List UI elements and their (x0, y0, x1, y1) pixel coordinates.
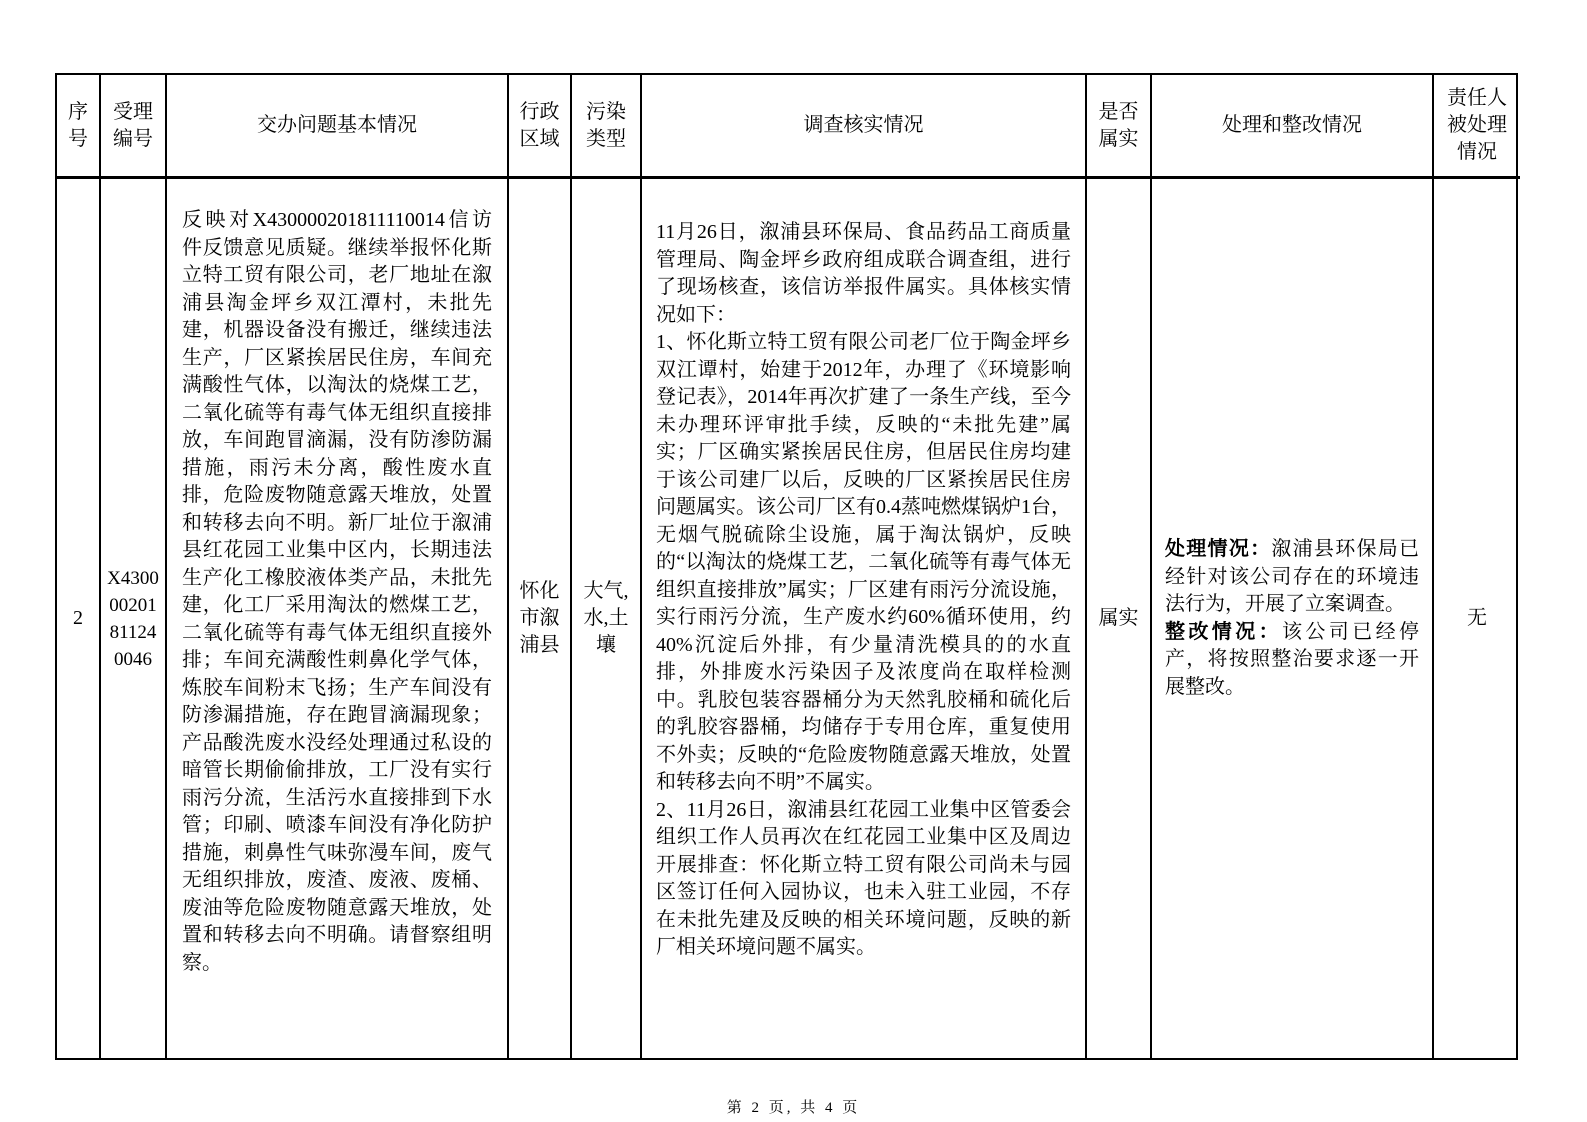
cell-case-no: X430000201811240046 (101, 179, 167, 1058)
header-problem: 交办问题基本情况 (167, 75, 509, 179)
cell-handling (1152, 179, 1434, 1058)
cell-seq: 2 (57, 179, 101, 1058)
cell-pollution-type: 大气,水,土壤 (572, 179, 642, 1058)
header-handling: 处理和整改情况 (1152, 75, 1434, 179)
investigation-paragraph: 1、怀化斯立特工贸有限公司老厂位于陶金坪乡双江谭村，始建于2012年，办理了《环境影响登记表》，2014年再次扩建了一条生产线，至今未办理环评审批手续，反映的“未批先建”属实；厂区确实紧挨居民住房，但居民住房均建于该公司建厂以后，反映的厂区紧挨居民住房问题属实。该公司厂区有0.4蒸吨燃煤锅炉1台，无烟气脱硫除尘设施，属于淘汰锅炉，反映的“以淘汰的烧煤工艺，二氧化硫等有毒气体无组织直接排放”属实；厂区建有雨污分流设施，实行雨污分流，生产废水约60%循环使用，约40%沉淀后外排，有少量清洗模具的的水直排，外排废水污染因子及浓度尚在取样检测中。乳胶包装容器桶分为天然乳胶桶和硫化后的乳胶容器桶，均储存于专用仓库，重复使用不外卖；反映的“危险废物随意露天堆放，处置和转移去向不明”不属实。 (656, 331, 1071, 793)
records-table (55, 73, 1518, 1060)
problem-paragraph: 反映对X430000201811110014信访件反馈意见质疑。继续举报怀化斯立特工贸有限公司，老厂地址在溆浦县淘金坪乡双江潭村，未批先建，机器设备没有搬迁，继续违法生产，厂区紧挨居民住房，车间充满酸性气体，以淘汰的烧煤工艺，二氧化硫等有毒气体无组织直接排放，车间跑冒滴漏，没有防渗防漏措施，雨污未分离，酸性废水直排，危险废物随意露天堆放，处置和转移去向不明。新厂址位于溆浦县红花园工业集中区内，长期违法生产化工橡胶液体类产品，未批先建，化工厂采用淘汰的燃煤工艺，二氧化硫等有毒气体无组织直接外排；车间充满酸性刺鼻化学气体，炼胶车间粉末飞扬；生产车间没有防渗漏措施，存在跑冒滴漏现象；产品酸洗废水没经处理通过私设的暗管长期偷偷排放，工厂没有实行雨污分流，生活污水直接排到下水管；印刷、喷漆车间没有净化防护措施，刺鼻性气味弥漫车间，废气无组织排放，废渣、废液、废桶、废油等危险废物随意露天堆放，处置和转移去向不明确。请督察组明察。 (182, 209, 492, 974)
header-accountability: 责任人被处理情况 (1434, 75, 1520, 179)
header-investigation: 调查核实情况 (642, 75, 1087, 179)
investigation-paragraph: 11月26日，溆浦县环保局、食品药品工商质量管理局、陶金坪乡政府组成联合调查组，进行了现场核查，该信访举报件属实。具体核实情况如下： (656, 221, 1071, 326)
handling-paragraph (1165, 536, 1419, 619)
header-case-no: 受理编号 (101, 75, 167, 179)
cell-accountability: 无 (1467, 607, 1487, 629)
header-pollution-type: 污染类型 (572, 75, 642, 179)
handling-label: 处理情况： (1165, 538, 1272, 560)
cell-investigation (642, 179, 1087, 1058)
handling-label: 整改情况： (1165, 620, 1282, 643)
handling-paragraph (1165, 619, 1419, 702)
handling-text: 溆浦县环保局已经针对该公司存在的环境违法行为，开展了立案调查。 (1165, 538, 1420, 615)
page-footer: 第 2 页, 共 4 页 (726, 1100, 861, 1116)
header-region: 行政区域 (509, 75, 572, 179)
header-seq: 序号 (57, 75, 101, 179)
cell-verified: 属实 (1087, 179, 1152, 1058)
cell-problem (167, 179, 509, 1058)
cell-region: 怀化市溆浦县 (509, 179, 572, 1058)
handling-text: 该公司已经停产，将按照整治要求逐一开展整改。 (1165, 620, 1419, 698)
header-verified: 是否属实 (1087, 75, 1152, 179)
investigation-paragraph: 2、11月26日，溆浦县红花园工业集中区管委会组织工作人员再次在红花园工业集中区及周边开展排查：怀化斯立特工贸有限公司尚未与园区签订任何入园协议，也未入驻工业园，不存在未批先建及反映的相关环境问题，反映的新厂相关环境问题不属实。 (656, 798, 1071, 958)
